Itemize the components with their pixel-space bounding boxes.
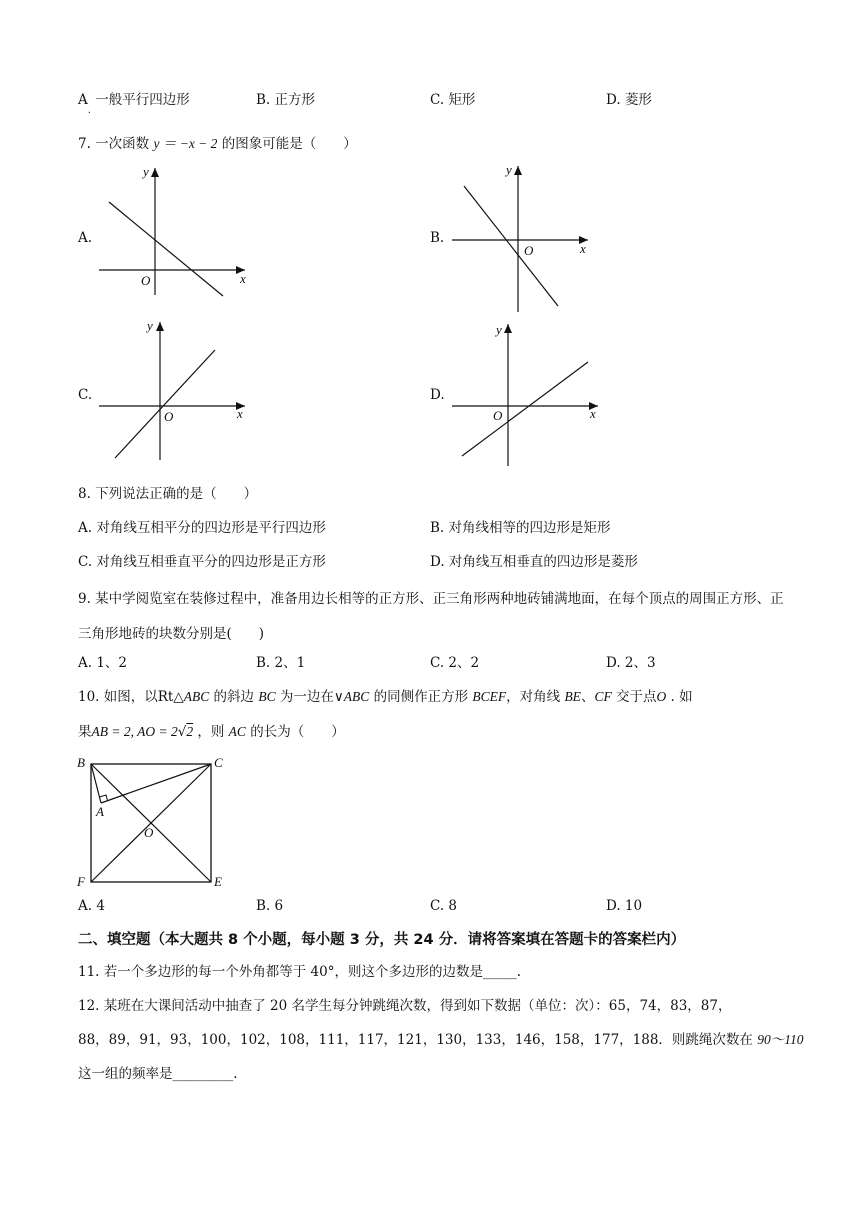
graph-a-y-label: y [143,164,149,179]
graph-d-y-label: y [496,322,502,337]
q10-option-c: C. 8 [430,898,458,914]
q9-option-a: A. 1、2 [78,655,128,671]
q6-option-c: C. 矩形 [430,92,476,108]
q7-graph-b [448,160,608,315]
graph-c-y-label: y [147,318,153,333]
q7-graph-d-label: D. [430,387,445,403]
graph-d-x-label: x [590,406,596,421]
q6-option-b: B. 正方形 [256,92,316,108]
q10-option-b: B. 6 [256,898,284,914]
graph-a-line [109,202,223,296]
q12-range: 90～110 [757,1032,804,1047]
graph-a-x-label: x [240,271,246,286]
graph-d-line [462,362,588,456]
graph-b-line [464,186,558,306]
q10-line1: 10. 如图，以Rt△ABC 的斜边 BC 为一边在∨ABC 的同侧作正方形 BCEF，对角线 BE、CF 交于点O . 如 [78,689,693,705]
q10-option-d: D. 10 [606,898,643,914]
segment-ba [91,764,101,803]
q6-options [78,88,788,116]
q12-line1: 12. 某班在大课间活动中抽查了 20 名学生每分钟跳绳次数，得到如下数据（单位：次）：65，74，83，87， [78,998,732,1014]
graph-d-origin-label: O [493,408,503,423]
graph-b-origin-label: O [524,243,534,258]
q9-option-b: B. 2、1 [256,655,306,671]
label-a: A [96,804,104,819]
segment-ac [101,764,211,803]
label-o: O [144,825,154,840]
q8-option-b: B. 对角线相等的四边形是矩形 [430,520,611,536]
q8-option-c: C. 对角线互相垂直平分的四边形是正方形 [78,554,326,570]
sqrt-symbol: √ [177,724,187,740]
q10-line2: 果AB = 2, AO = 2√2 ，则 AC 的长为（ ） [78,724,345,740]
graph-a-origin-label: O [141,273,151,288]
q8-option-a: A. 对角线互相平分的四边形是平行四边形 [78,520,326,536]
label-f: F [77,874,85,889]
q9-option-c: C. 2、2 [430,655,480,671]
label-e: E [214,874,222,889]
graph-c-x-label: x [237,406,243,421]
graph-c-origin-label: O [164,409,174,424]
graph-b-x-label: x [580,241,586,256]
graph-b-y-label: y [506,162,512,177]
q7-graph-a [95,160,255,300]
q6-option-d: D. 菱形 [606,92,652,108]
label-c: C [214,755,223,770]
section-2-title: 二、填空题（本大题共 8 个小题，每小题 3 分，共 24 分．请将答案填在答题卡的答案栏内） [78,932,686,948]
label-b: B [77,755,85,770]
q9-options [78,651,788,671]
q6-option-a: $A_.$ 一般平行四边形 [78,92,190,116]
q9-stem: 9. 某中学阅览室在装修过程中，准备用边长相等的正方形、正三角形两种地砖铺满地面，在每个顶点的周围正方形、正三角形地砖的块数分别是( ) [78,591,784,642]
q10-figure [74,752,234,892]
q8-stem: 8. 下列说法正确的是（ ） [78,486,258,502]
q10-options [78,898,788,918]
q7-graph-c-label: C. [78,387,93,403]
q7-stem: 7. 一次函数 y ＝ −x − 2 的图象可能是（ ） [78,136,357,152]
q7-graph-b-label: B. [430,230,445,246]
q11-text: 11. 若一个多边形的每一个外角都等于 40°，则这个多边形的边数是_____. [78,964,522,980]
q9-option-d: D. 2、3 [606,655,656,671]
graph-c-line [115,350,215,458]
q7-graph-d [448,320,608,470]
q8-option-d: D. 对角线互相垂直的四边形是菱形 [430,554,638,570]
q12-line3: 这一组的频率是_________. [78,1066,238,1082]
q10-option-a: A. 4 [78,898,105,914]
q7-graph-c [95,318,255,463]
q7-graph-a-label: A. [78,230,93,246]
q12-line2: 88，89，91，93，100，102，108，111，117，121，130，133，146，158，177，188．则跳绳次数在 90～110 [78,1032,804,1048]
